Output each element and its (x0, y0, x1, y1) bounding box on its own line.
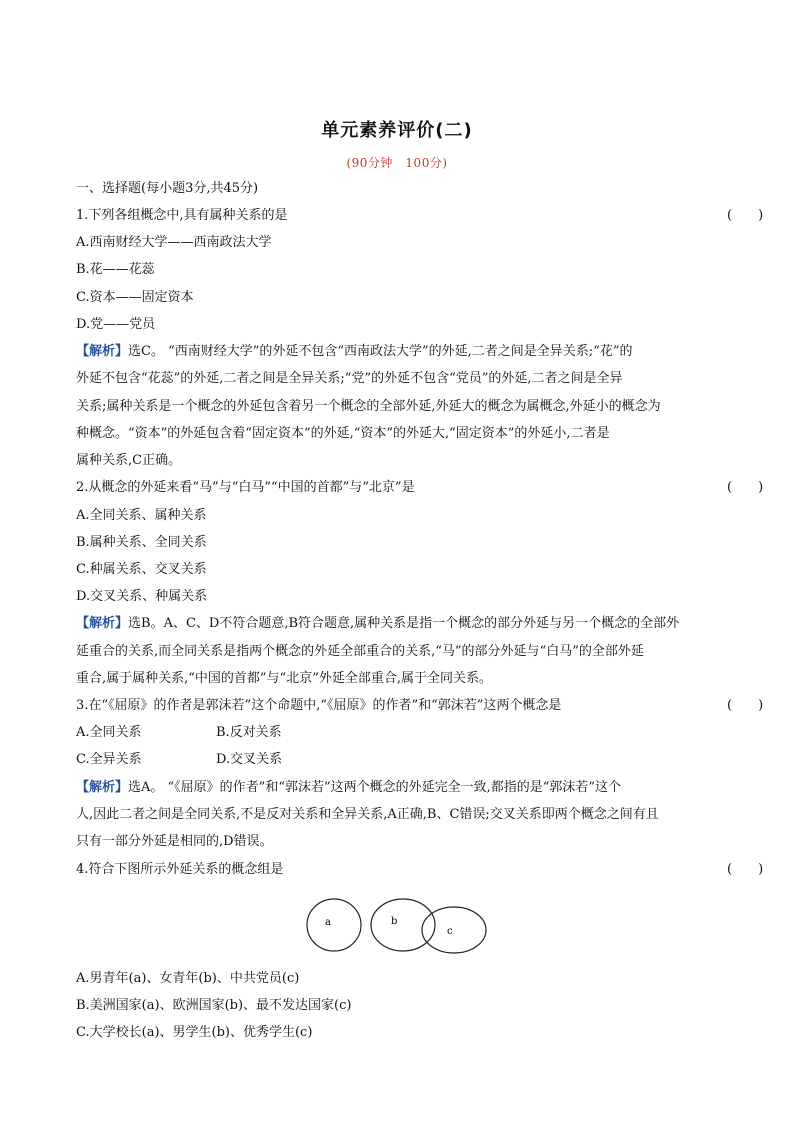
question-4-answer-blank: ( ) (727, 862, 764, 877)
question-1-option-a: A.西南财经大学——西南政法大学 (76, 235, 272, 250)
question-4-option-b: B.美洲国家(a)、欧洲国家(b)、最不发达国家(c) (76, 998, 352, 1013)
label-b: b (391, 916, 398, 927)
question-2-option-a: A.全同关系、属种关系 (76, 508, 207, 523)
question-1-option-b: B.花——花蕊 (76, 262, 155, 277)
label-c: c (447, 926, 453, 937)
question-3-options-row-1 (76, 725, 476, 741)
question-3-options-row-2 (76, 752, 476, 768)
question-4-stem: 4.符合下图所示外延关系的概念组是 (76, 862, 284, 877)
question-3-option-c: C.全异关系 (76, 752, 142, 767)
question-1-analysis-line: 外延不包含“花蕊”的外延,二者之间是全异关系;“党”的外延不包含“党员”的外延,二者之间是全异 (76, 371, 623, 386)
question-1-stem: 1.下列各组概念中,具有属种关系的是 (76, 208, 288, 223)
analysis-tag: 【解析】 (76, 780, 129, 795)
question-3-stem: 3.在“《屈原》的作者是郭沫若”这个命题中,“《屈原》的作者”和“郭沫若”这两个概念是 (76, 698, 562, 713)
question-2-analysis-line: 重合,属于属种关系,“中国的首都”与“北京”外延全部重合,属于全同关系。 (76, 671, 492, 686)
question-2-stem: 2.从概念的外延来看“马”与“白马”“中国的首都”与“北京”是 (76, 480, 415, 495)
section-heading: 一、选择题(每小题3分,共45分) (76, 181, 259, 196)
question-1-option-d: D.党——党员 (76, 317, 156, 332)
question-3-option-a: A.全同关系 (76, 725, 142, 740)
question-3-option-d: D.交叉关系 (216, 752, 283, 767)
question-2-option-c: C.种属关系、交叉关系 (76, 562, 207, 577)
question-3-analysis-line: 人,因此二者之间是全同关系,不是反对关系和全异关系,A正确,B、C错误;交叉关系即两个概念之间有且 (76, 807, 659, 822)
question-3-analysis-line: 【解析】选A。 “《屈原》的作者”和“郭沫若”这两个概念的外延完全一致,都指的是“郭沫若”这个 (76, 780, 622, 795)
circle-b (371, 899, 435, 951)
question-1-analysis-line: 种概念。“资本”的外延包含着“固定资本”的外延,“资本”的外延大,“固定资本”的外延小,二者是 (76, 426, 610, 441)
analysis-tag: 【解析】 (76, 344, 129, 359)
label-a: a (325, 917, 331, 928)
question-4-option-a: A.男青年(a)、女青年(b)、中共党员(c) (76, 971, 300, 986)
question-1-analysis-line: 关系;属种关系是一个概念的外延包含着另一个概念的全部外延,外延大的概念为属概念,外延小的概念为 (76, 399, 661, 414)
question-3-answer-blank: ( ) (727, 698, 764, 713)
question-3-analysis-line: 只有一部分外延是相同的,D错误。 (76, 834, 273, 849)
question-4-option-c: C.大学校长(a)、男学生(b)、优秀学生(c) (76, 1025, 313, 1040)
question-1-option-c: C.资本——固定资本 (76, 290, 194, 305)
question-2-analysis-line: 【解析】选B。A、C、D不符合题意,B符合题意,属种关系是指一个概念的部分外延与另一个概念的全部外 (76, 616, 680, 631)
question-2-answer-blank: ( ) (727, 480, 764, 495)
question-1-analysis-line: 【解析】选C。 “西南财经大学”的外延不包含“西南政法大学”的外延,二者之间是全异关系;“花”的 (76, 344, 633, 359)
circle-c (422, 907, 486, 953)
question-2-analysis-line: 延重合的关系,而全同关系是指两个概念的外延全部重合的关系,“马”的部分外延与“白马”的全部外延 (76, 644, 644, 659)
page-title: 单元素养评价(二) (321, 120, 473, 141)
analysis-tag: 【解析】 (76, 616, 129, 631)
question-2-option-d: D.交叉关系、种属关系 (76, 589, 208, 604)
exam-duration-score: (90分钟 100分) (346, 156, 448, 170)
question-1-analysis-line: 属种关系,C正确。 (76, 453, 182, 468)
question-2-option-b: B.属种关系、全同关系 (76, 535, 207, 550)
venn-diagram (300, 893, 500, 963)
question-3-option-b: B.反对关系 (216, 725, 282, 740)
question-1-answer-blank: ( ) (727, 208, 764, 223)
circle-a (307, 899, 361, 951)
